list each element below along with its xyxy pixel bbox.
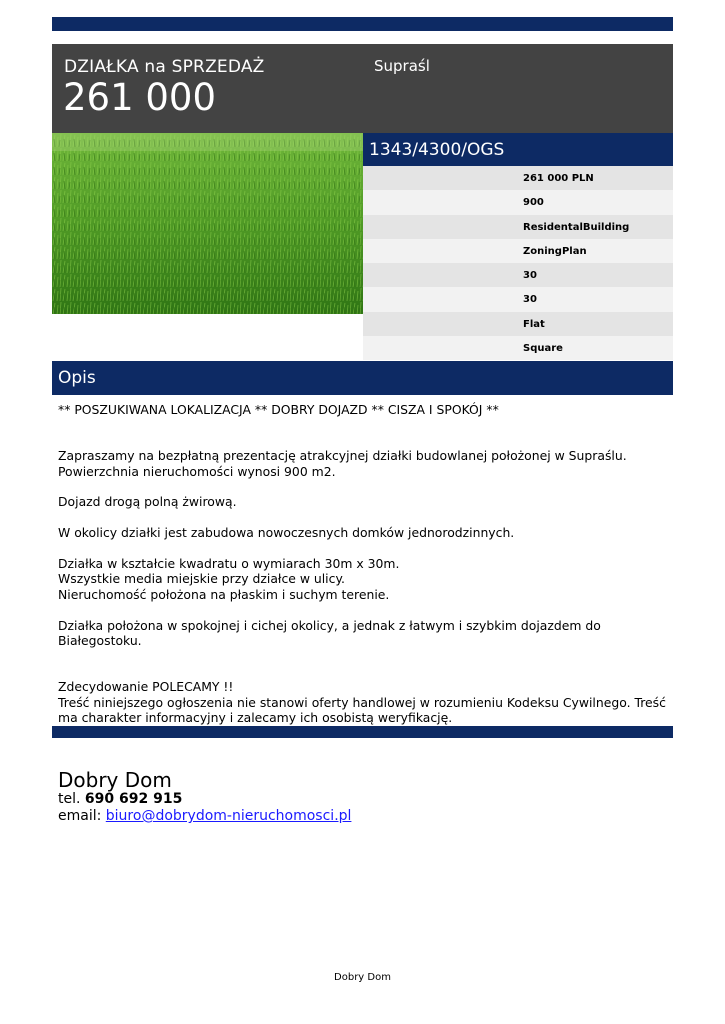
email-label: email:: [58, 808, 102, 824]
description-paragraph: Dojazd drogą polną żwirową.: [58, 494, 237, 510]
description-text: [58, 402, 668, 726]
description-paragraph: [58, 510, 668, 525]
bottom-accent-bar: [52, 726, 673, 738]
listing-price: 261 000: [63, 76, 217, 119]
description-paragraph: [58, 602, 668, 617]
description-heading: Opis: [52, 361, 673, 395]
agency-email-link[interactable]: biuro@dobrydom-nieruchomosci.pl: [105, 808, 352, 824]
description-paragraph: W okolicy działki jest zabudowa nowoczesnych domków jednorodzinnych.: [58, 525, 515, 541]
description-paragraph: Działka położona w spokojnej i cichej okolicy, a jednak z łatwym i szybkim dojazdem do Białegostoku.: [58, 617, 601, 649]
property-photo: [52, 133, 363, 314]
description-paragraph: ** POSZUKIWANA LOKALIZACJA ** DOBRY DOJAZD ** CISZA I SPOKÓJ **: [58, 402, 499, 417]
property-plan-value: ZoningPlan: [363, 239, 673, 263]
description-paragraph: Zapraszamy na bezpłatną prezentację atrakcyjnej działki budowlanej położonej w Supraślu. Powierzchnia nieruchomości wynosi 900 m2.: [58, 448, 627, 479]
agency-name: Dobry Dom: [58, 768, 172, 792]
description-paragraph: Działka w kształcie kwadratu o wymiarach 30m x 30m. Wszystkie media miejskie przy działce w ulicy. Nieruchomość położona na płaskim i suchym terenie.: [58, 556, 400, 602]
listing-header: [52, 44, 673, 133]
phone-label: tel.: [58, 791, 81, 807]
property-width-value: 30: [363, 263, 673, 287]
agency-phone-line: [58, 791, 351, 808]
description-paragraph: [58, 479, 668, 494]
property-length-value: 30: [363, 287, 673, 311]
listing-city: Supraśl: [374, 57, 430, 75]
agency-email-line: [58, 808, 351, 825]
property-shape-value: Square: [363, 336, 673, 360]
description-paragraph: [58, 541, 668, 556]
listing-reference: 1343/4300/OGS: [363, 133, 673, 166]
description-paragraph: [58, 664, 668, 679]
description-paragraph: [58, 433, 668, 448]
description-paragraph: [58, 649, 668, 664]
listing-type: DZIAŁKA na SPRZEDAŻ: [64, 57, 265, 77]
property-price-value: 261 000 PLN: [363, 166, 673, 190]
description-paragraph: [58, 417, 668, 432]
top-accent-bar: [52, 17, 673, 31]
property-area-value: 900: [363, 190, 673, 214]
grass-photo-icon: [52, 133, 363, 314]
property-details-table: [363, 166, 673, 360]
page-footer: Dobry Dom: [334, 972, 391, 983]
agency-phone: 690 692 915: [84, 791, 183, 807]
agency-contact: [58, 769, 351, 825]
property-terrain-value: Flat: [363, 312, 673, 336]
description-paragraph: Zdecydowanie POLECAMY !! Treść niniejszego ogłoszenia nie stanowi oferty handlowej w rozumieniu Kodeksu Cywilnego. Treść ma charakter informacyjny i zalecamy ich osobistą weryfikację.: [58, 679, 666, 726]
property-purpose-value: ResidentalBuilding: [363, 215, 673, 239]
